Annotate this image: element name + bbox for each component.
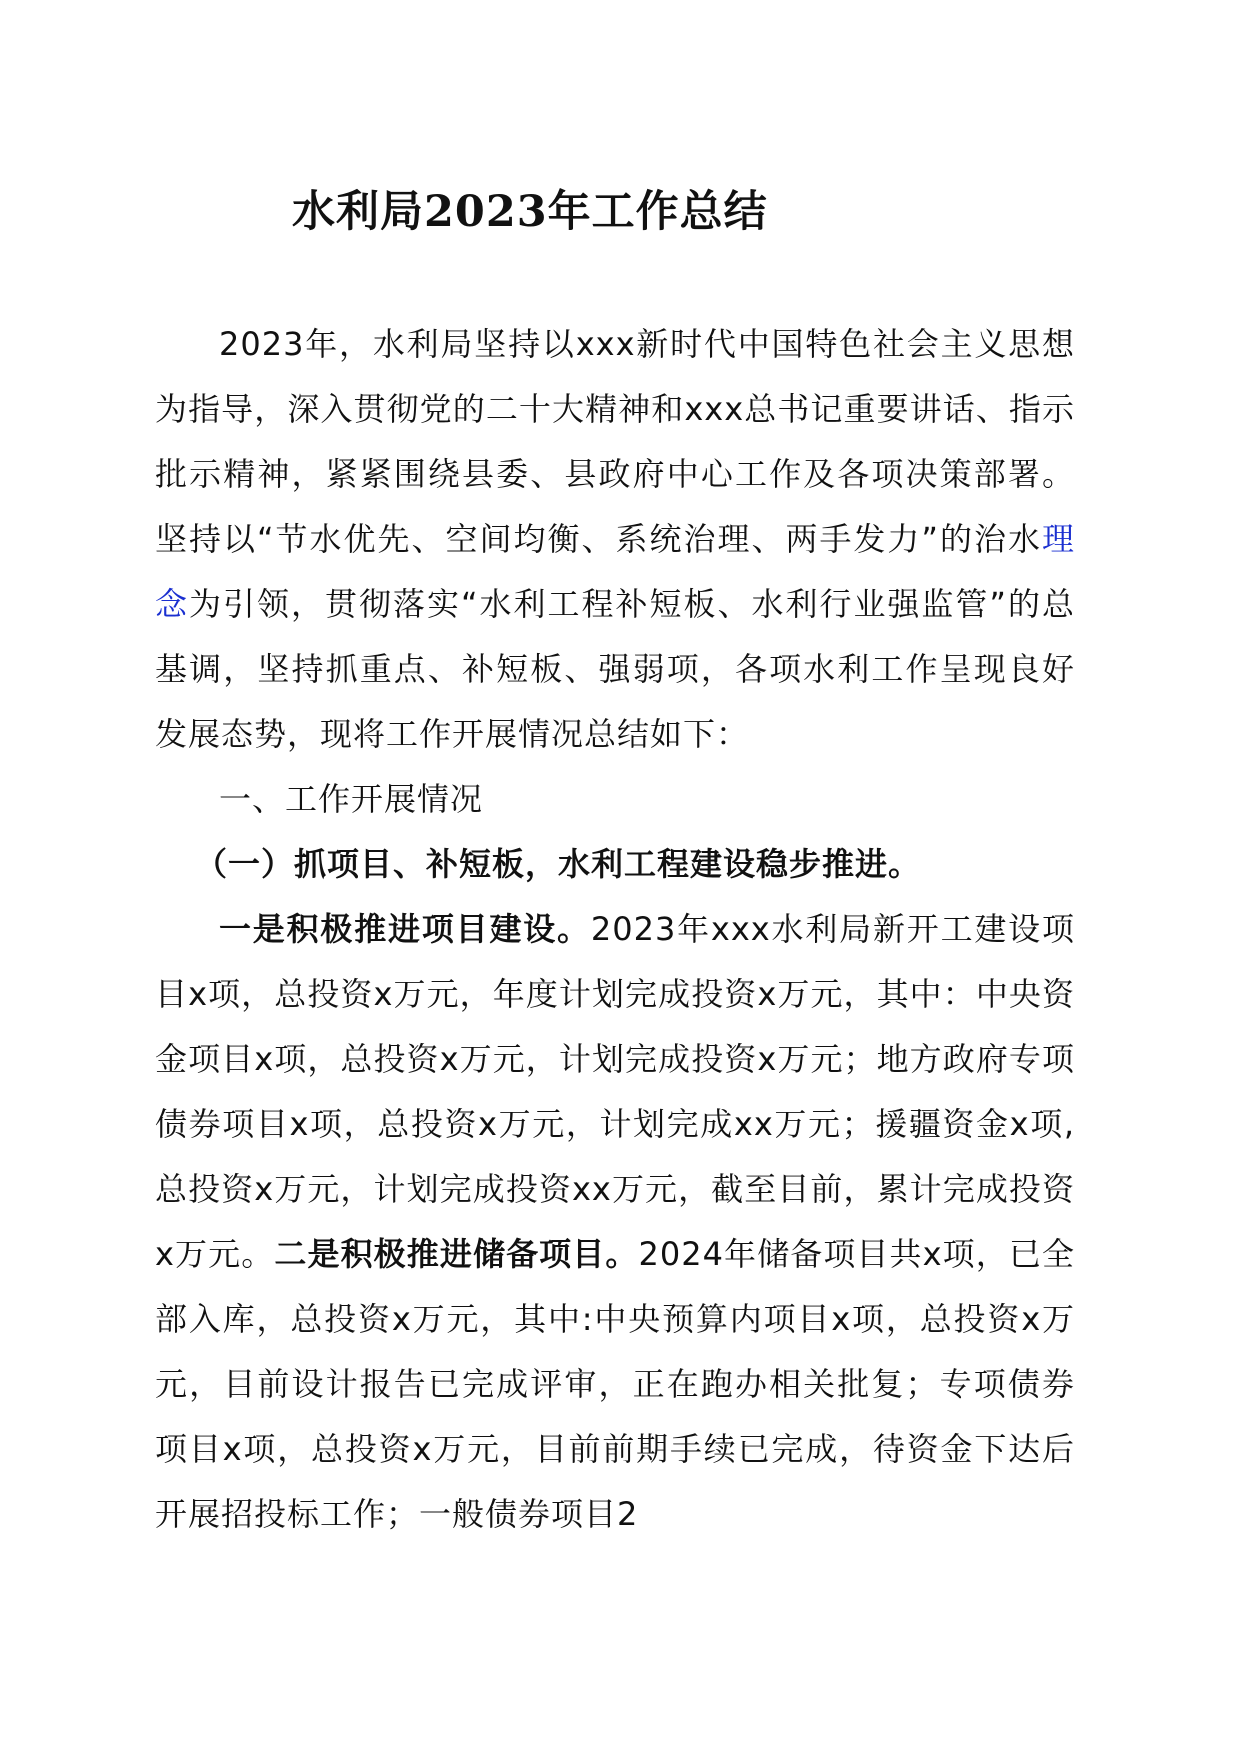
concept-link[interactable]: 理念 [155, 520, 1075, 623]
section-heading: 一、工作开展情况 [219, 780, 484, 818]
document-body [155, 312, 1075, 1547]
intro-text-part1: 2023年，水利局坚持以xxx新时代中国特色社会主义思想为指导，深入贯彻党的二十大精神和xxx总书记重要讲话、指示批示精神，紧紧围绕县委、县政府中心工作及各项决策部署。坚持以“节水优先、空间均衡、系统治理、两手发力”的治水 [155, 325, 1075, 558]
project-lead-1: 一是积极推进项目建设。 [219, 910, 591, 948]
intro-paragraph [155, 312, 1075, 767]
project-text-1: 2023年xxx水利局新开工建设项目x项，总投资x万元，年度计划完成投资x万元，其中：中央资金项目x项，总投资x万元，计划完成投资x万元；地方政府专项债券项目x项，总投资x万元，计划完成xx万元；援疆资金x项,总投资x万元，计划完成投资xx万元，截至目前，累计完成投资x万元。 [155, 910, 1075, 1273]
project-lead-2: 二是积极推进储备项目。 [274, 1235, 639, 1273]
document-title: 水利局2023年工作总结 [292, 187, 768, 237]
intro-text-part2: 为引领，贯彻落实“水利工程补短板、水利行业强监管”的总基调，坚持抓重点、补短板、强弱项，各项水利工作呈现良好发展态势，现将工作开展情况总结如下： [155, 585, 1075, 753]
project-paragraph [155, 897, 1075, 1547]
sub-heading: （一）抓项目、补短板，水利工程建设稳步推进。 [195, 845, 922, 883]
project-text-2: 2024年储备项目共x项，已全部入库，总投资x万元，其中:中央预算内项目x项，总投资x万元，目前设计报告已完成评审，正在跑办相关批复；专项债券项目x项，总投资x万元，目前前期手续已完成，待资金下达后开展招投标工作；一般债券项目2 [155, 1235, 1075, 1533]
